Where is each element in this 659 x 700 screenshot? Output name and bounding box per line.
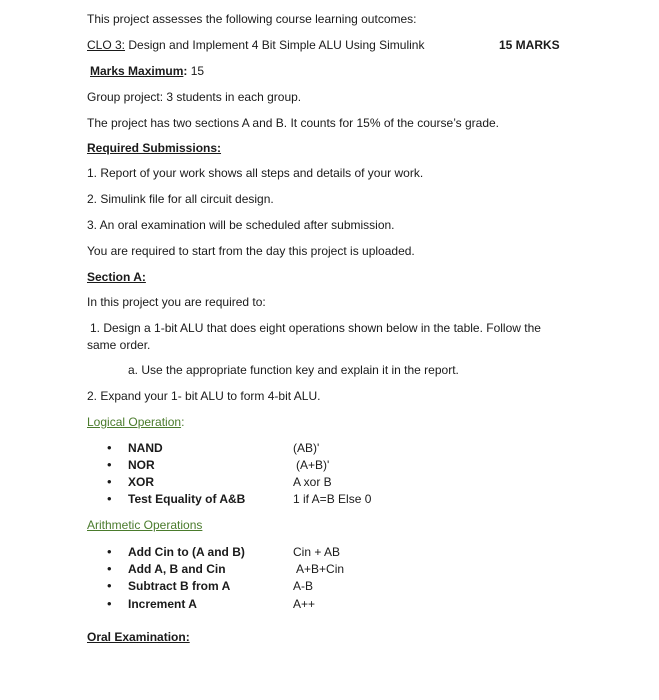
bullet-icon: • xyxy=(107,561,112,576)
arithmetic-op-name: Subtract B from A xyxy=(128,579,231,593)
marks-max-label: Marks Maximum xyxy=(90,64,184,78)
logical-heading: Logical Operation: xyxy=(87,415,185,429)
start-text: You are required to start from the day this project is uploaded. xyxy=(87,244,415,258)
marks-max-line: Marks Maximum: 15 xyxy=(90,64,205,78)
arithmetic-op-name: Add A, B and Cin xyxy=(128,562,226,576)
section-a-item-1: 1. Design a 1-bit ALU that does eight operations shown below in the table. Follow the same order. xyxy=(87,321,541,352)
oral-heading: Oral Examination: xyxy=(87,630,190,644)
required-item-1: 1. Report of your work shows all steps and details of your work. xyxy=(87,166,424,180)
sections-text: The project has two sections A and B. It counts for 15% of the course’s grade. xyxy=(87,116,500,130)
clo-text: Design and Implement 4 Bit Simple ALU Using Simulink xyxy=(125,38,425,52)
section-a-item-1a: a. Use the appropriate function key and explain it in the report. xyxy=(128,363,459,377)
arithmetic-op-expr: A++ xyxy=(293,597,316,611)
logical-op-expr: (AB)' xyxy=(293,441,320,455)
logical-op-name: NOR xyxy=(128,458,155,472)
logical-op-name: XOR xyxy=(128,475,155,489)
bullet-icon: • xyxy=(107,440,112,455)
clo-marks: 15 MARKS xyxy=(499,38,560,52)
required-item-2: 2. Simulink file for all circuit design. xyxy=(87,192,274,206)
bullet-icon: • xyxy=(107,578,112,593)
bullet-icon: • xyxy=(107,474,112,489)
arithmetic-op-expr: A+B+Cin xyxy=(296,562,345,576)
intro-text: This project assesses the following course learning outcomes: xyxy=(87,12,417,26)
logical-op-expr: 1 if A=B Else 0 xyxy=(293,492,372,506)
clo-line xyxy=(87,37,424,53)
arithmetic-op-name: Increment A xyxy=(128,597,197,611)
logical-op-name: NAND xyxy=(128,441,163,455)
bullet-icon: • xyxy=(107,544,112,559)
section-a-item-2: 2. Expand your 1- bit ALU to form 4-bit ALU. xyxy=(87,389,321,403)
required-heading: Required Submissions: xyxy=(87,141,222,155)
logical-op-name: Test Equality of A&B xyxy=(128,492,246,506)
bullet-icon: • xyxy=(107,596,112,611)
group-text: Group project: 3 students in each group. xyxy=(87,90,302,104)
section-a-heading: Section A: xyxy=(87,270,146,284)
logical-op-expr: (A+B)' xyxy=(296,458,330,472)
clo-label: CLO 3: xyxy=(87,38,126,52)
arithmetic-op-expr: Cin + AB xyxy=(293,545,341,559)
logical-op-expr: A xor B xyxy=(293,475,332,489)
required-item-3: 3. An oral examination will be scheduled after submission. xyxy=(87,218,395,232)
marks-max-value: 15 xyxy=(187,64,205,78)
bullet-icon: • xyxy=(107,457,112,472)
arithmetic-heading: Arithmetic Operations xyxy=(87,518,203,532)
bullet-icon: • xyxy=(107,491,112,506)
arithmetic-op-expr: A-B xyxy=(293,579,314,593)
arithmetic-op-name: Add Cin to (A and B) xyxy=(128,545,245,559)
section-a-intro: In this project you are required to: xyxy=(87,295,266,309)
